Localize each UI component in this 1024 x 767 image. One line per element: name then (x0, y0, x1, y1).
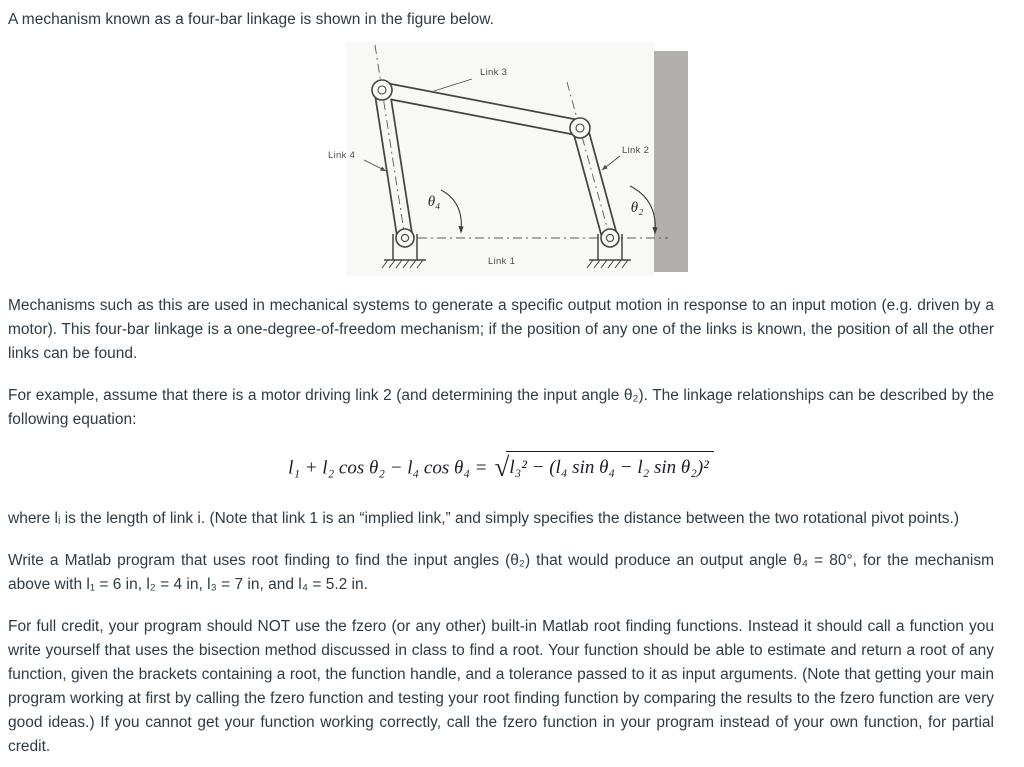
link2-label: Link 2 (622, 145, 650, 156)
equation-radicand: l₃² − (l₄ sin θ₄ − l₂ sin θ₂)² (506, 451, 714, 483)
pin (401, 234, 408, 241)
linkage-equation (8, 446, 994, 489)
scan-shadow-band (654, 51, 688, 272)
paragraph-full-credit: For full credit, your program should NOT use the fzero (or any other) built-in Matlab root finding functions. Instead it should call a function you write yourself that uses the bisection method discussed in class to find a root. Your function should be able to estimate and return a root of any function, given the brackets containing a root, the function handle, and a tolerance passed to it as input arguments. (Note that getting your main program working at first by calling the fzero function and testing your root finding function by comparing the results to the fzero function are very good ideas.) If you cannot get your function working correctly, call the fzero function in your program instead of your own function, for partial credit. (8, 618, 994, 756)
pin (378, 86, 386, 94)
paragraph-write-program: Write a Matlab program that uses root finding to find the input angles (θ₂) that would produce an output angle θ₄ = 80°, for the mechanism above with l₁ = 6 in, l₂ = 4 in, l₃ = 7 in, and l₄ = 5.2 in. (8, 552, 994, 594)
link3-label: Link 3 (480, 67, 508, 78)
radical-symbol: √ (494, 452, 507, 482)
paragraph-example: For example, assume that there is a motor driving link 2 (and determining the input angle θ₂). The linkage relationships can be described by the following equation: (8, 387, 994, 428)
paragraph-where: where lᵢ is the length of link i. (Note that link 1 is an “implied link,” and simply specifies the distance between the two rotational pivot points.) (8, 510, 959, 528)
theta4-label: θ₄ (427, 194, 441, 210)
theta2-label: θ₂ (630, 200, 644, 216)
equation-lhs: l₁ + l₂ cos θ₂ − l₄ cos θ₄ = (288, 457, 488, 479)
intro-text: A mechanism known as a four-bar linkage is shown in the figure below. (8, 11, 494, 28)
link4-label: Link 4 (328, 150, 356, 161)
pin (576, 124, 584, 132)
four-bar-linkage-figure (320, 42, 692, 276)
pin (606, 234, 613, 241)
linkage-figure-svg (320, 42, 692, 276)
link1-label: Link 1 (488, 256, 516, 267)
paragraph-mechanisms: Mechanisms such as this are used in mechanical systems to generate a specific output motion in response to an input motion (e.g. driven by a motor). This four-bar linkage is a one-degree-of-freedom mechanism; if the position of any one of the links is known, the position of all the other links can be found. (8, 297, 994, 362)
